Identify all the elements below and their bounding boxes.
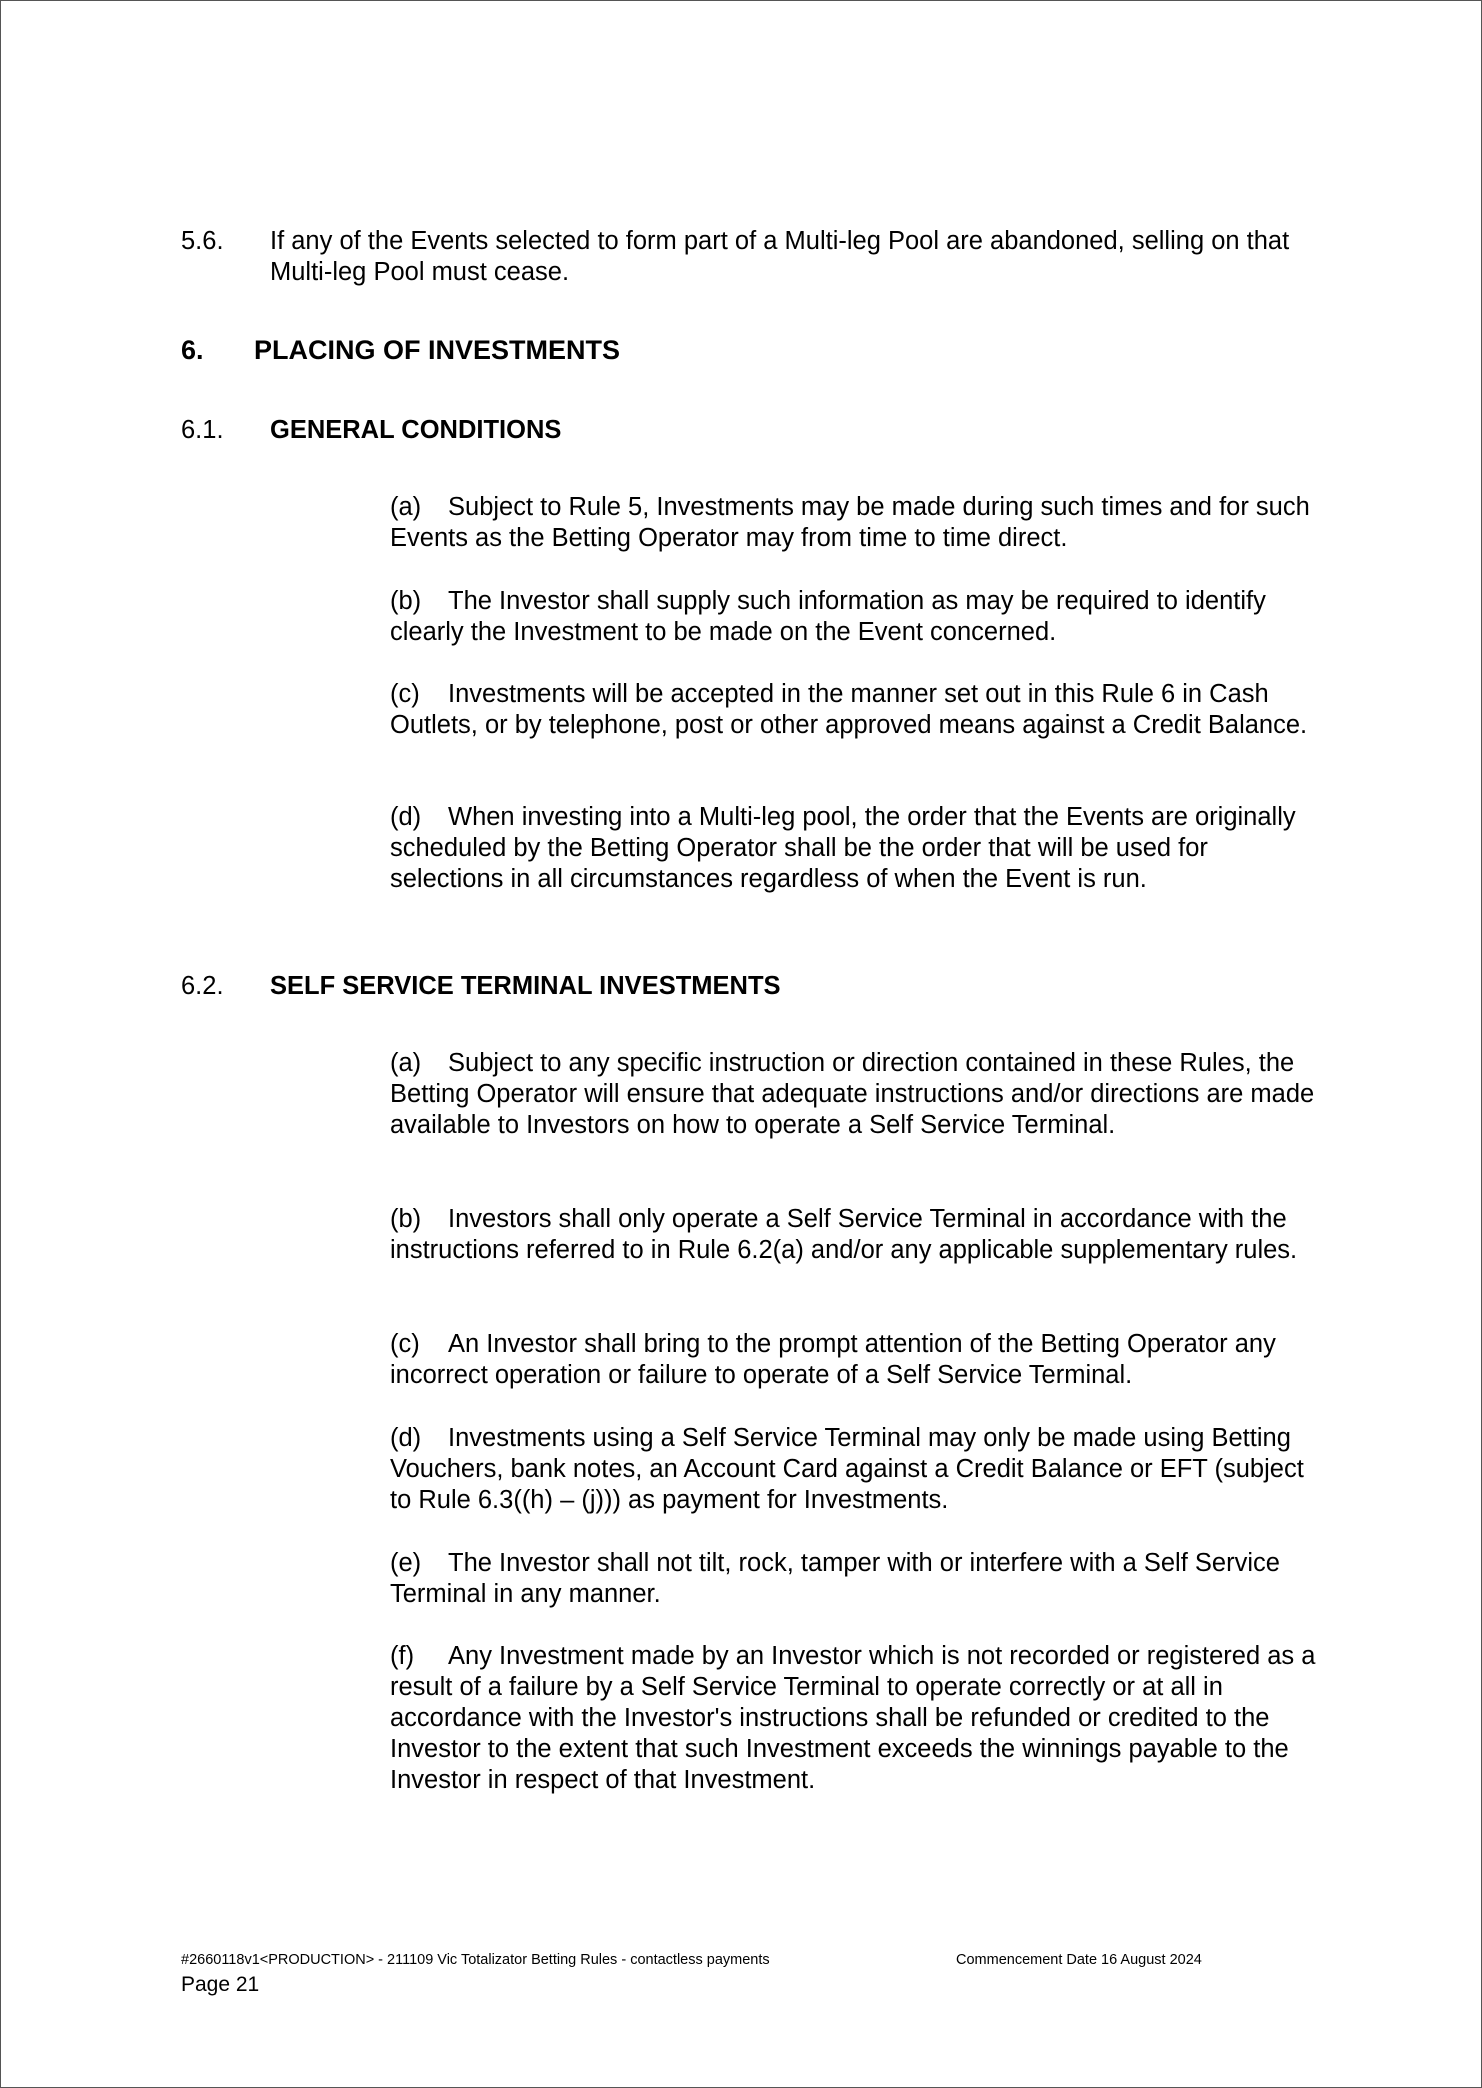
item-text: Subject to any specific instruction or direction contained in these Rules, the Betting Operator will ensure that adequate instructions and/or directions are made available to Investors on how to operate a Self Service Terminal.: [390, 1049, 1315, 1139]
list-item: [390, 1423, 1320, 1516]
item-label: (d): [390, 803, 422, 831]
item-text: Investments using a Self Service Terminal may only be made using Betting Vouchers, bank notes, an Account Card against a Credit Balance or EFT (subject to Rule 6.3((h) – (j))) as payment for Investments.: [390, 1424, 1304, 1514]
item-text: When investing into a Multi-leg pool, the order that the Events are originally scheduled by the Betting Operator shall be the order that will be used for selections in all circumstances regardless of when the Event is run.: [390, 803, 1296, 893]
section-6-2-number: 6.2.: [181, 972, 224, 1000]
rule-5-6-text: If any of the Events selected to form part of a Multi-leg Pool are abandoned, selling on that Multi-leg Pool must cease.: [270, 227, 1290, 286]
item-text: An Investor shall bring to the prompt attention of the Betting Operator any incorrect operation or failure to operate of a Self Service Terminal.: [390, 1330, 1276, 1389]
section-6-1-number: 6.1.: [181, 416, 224, 444]
list-item: [390, 1204, 1320, 1266]
list-item: [390, 1548, 1320, 1610]
list-item: [390, 492, 1320, 554]
section-6-number: 6.: [181, 335, 204, 365]
item-text: Any Investment made by an Investor which is not recorded or registered as a result of a failure by a Self Service Terminal to operate correctly or at all in accordance with the Investor's instructions shall be refunded or credited to the Investor to the extent that such Investment exceeds the winnings payable to the Investor in respect of that Investment.: [390, 1642, 1316, 1794]
item-label: (b): [390, 587, 422, 615]
rule-number-5-6: 5.6.: [181, 227, 224, 255]
list-item: [390, 1329, 1320, 1391]
item-label: (e): [390, 1549, 422, 1577]
section-6-1-title: GENERAL CONDITIONS: [270, 416, 562, 444]
item-label: (b): [390, 1205, 422, 1233]
footer-commencement-date: Commencement Date 16 August 2024: [956, 1952, 1202, 1968]
item-text: Investments will be accepted in the manner set out in this Rule 6 in Cash Outlets, or by telephone, post or other approved means against a Credit Balance.: [390, 680, 1308, 739]
section-6-title: PLACING OF INVESTMENTS: [254, 335, 621, 365]
list-item: [390, 679, 1320, 741]
item-text: The Investor shall not tilt, rock, tamper with or interfere with a Self Service Terminal in any manner.: [390, 1549, 1280, 1608]
item-label: (c): [390, 680, 420, 708]
list-item: [390, 802, 1320, 895]
item-text: The Investor shall supply such information as may be required to identify clearly the Investment to be made on the Event concerned.: [390, 587, 1266, 646]
page-number: Page 21: [181, 1973, 260, 1996]
item-label: (a): [390, 1049, 422, 1077]
item-label: (a): [390, 493, 422, 521]
item-label: (d): [390, 1424, 422, 1452]
list-item: [390, 1641, 1320, 1796]
item-label: (c): [390, 1330, 420, 1358]
list-item: [390, 586, 1320, 648]
section-6-2-title: SELF SERVICE TERMINAL INVESTMENTS: [270, 972, 781, 1000]
footer-doc-ref: #2660118v1<PRODUCTION> - 211109 Vic Totalizator Betting Rules - contactless payments: [181, 1952, 770, 1968]
item-text: Investors shall only operate a Self Service Terminal in accordance with the instructions referred to in Rule 6.2(a) and/or any applicable supplementary rules.: [390, 1205, 1298, 1264]
item-text: Subject to Rule 5, Investments may be made during such times and for such Events as the Betting Operator may from time to time direct.: [390, 493, 1310, 552]
item-label: (f): [390, 1642, 415, 1670]
list-item: [390, 1048, 1320, 1141]
